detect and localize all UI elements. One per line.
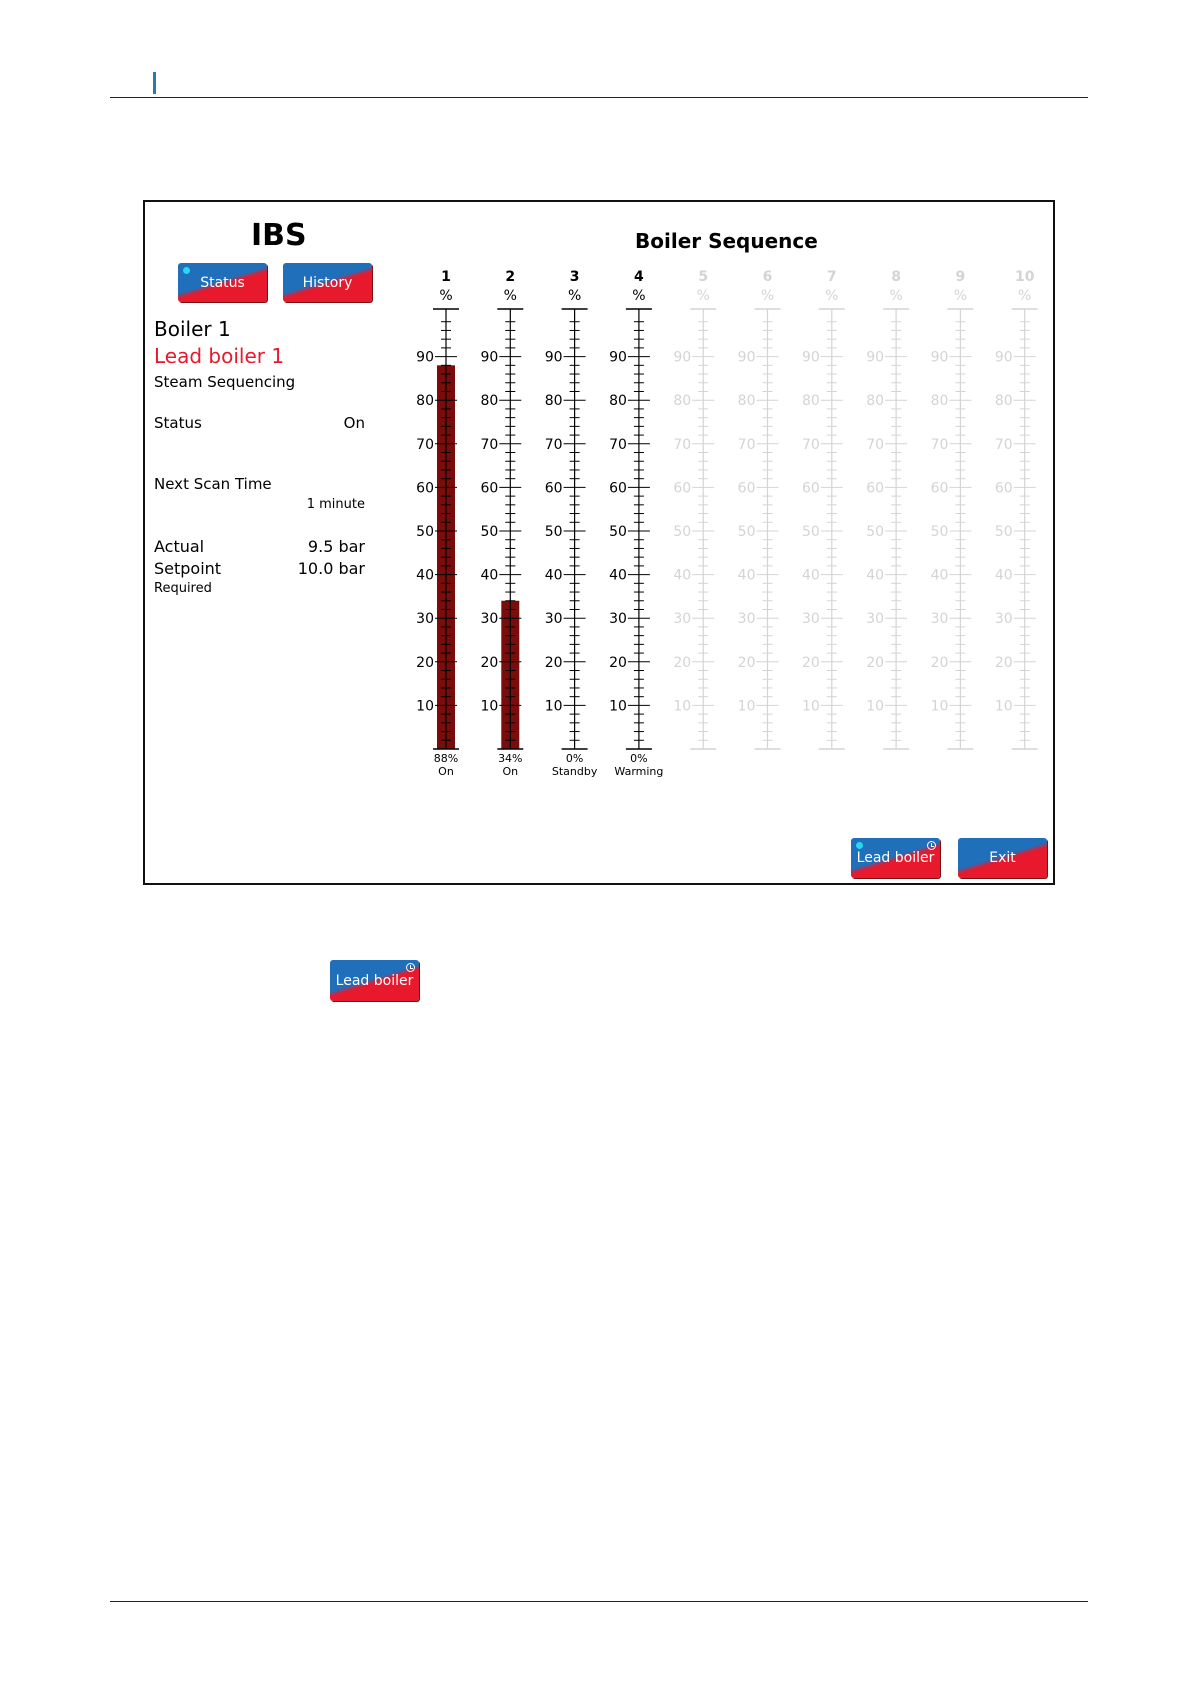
gauge-column-1 <box>433 309 459 749</box>
tick-label-10: 10 <box>544 698 563 715</box>
tick-label-20: 20 <box>480 654 499 671</box>
state-label-boiler-4: Warming <box>614 765 664 778</box>
tick-label-20: 20 <box>994 654 1013 671</box>
gauge-number-10: 10 <box>1014 269 1035 285</box>
gauge-number-5: 5 <box>698 269 709 285</box>
state-label-boiler-2: On <box>502 765 519 778</box>
tick-label-50: 50 <box>801 524 820 540</box>
lead-boiler-button[interactable] <box>851 838 940 878</box>
tick-label-90: 90 <box>673 349 692 366</box>
tick-label-80: 80 <box>866 393 885 410</box>
tick-label-80: 80 <box>609 393 627 410</box>
tick-label-80: 80 <box>994 393 1013 410</box>
status-button-label: Status <box>200 274 245 291</box>
tick-label-30: 30 <box>609 611 627 628</box>
tick-label-30: 30 <box>994 611 1013 628</box>
lead-boiler-label: Lead boiler 1 <box>154 344 285 368</box>
tick-label-90: 90 <box>609 349 627 366</box>
gauge-unit-9: % <box>953 288 968 304</box>
gauge-column-8 <box>883 309 909 749</box>
gauge-unit-10: % <box>1018 288 1032 304</box>
tick-label-70: 70 <box>673 436 692 453</box>
tick-label-20: 20 <box>866 654 885 671</box>
actual-value: 9.5 bar <box>307 537 365 556</box>
tick-label-20: 20 <box>609 654 627 671</box>
tick-label-10: 10 <box>930 698 949 715</box>
tick-label-90: 90 <box>994 349 1013 366</box>
setpoint-value: 10.0 bar <box>297 559 365 578</box>
tick-label-20: 20 <box>416 654 434 671</box>
gauge-number-2: 2 <box>505 269 516 285</box>
gauge-column-4 <box>626 309 652 749</box>
exit-button[interactable] <box>958 838 1047 878</box>
tick-label-10: 10 <box>673 698 692 715</box>
gauge-unit-6: % <box>760 288 775 304</box>
history-button-label: History <box>302 274 353 291</box>
tick-label-30: 30 <box>801 611 820 628</box>
tick-label-90: 90 <box>930 349 949 366</box>
gauge-column-2 <box>497 309 523 749</box>
tick-label-20: 20 <box>801 654 820 671</box>
tick-label-60: 60 <box>994 480 1013 497</box>
gauge-unit-5: % <box>696 288 710 304</box>
status-label: Status <box>154 414 202 432</box>
tick-label-40: 40 <box>609 567 627 584</box>
lead-indicator-icon <box>856 842 863 849</box>
gauge-column-3 <box>562 309 588 749</box>
required-label: Required <box>154 581 212 596</box>
tick-label-50: 50 <box>737 524 756 540</box>
screen-title: IBS <box>251 218 307 253</box>
footer-rule <box>110 1601 1088 1602</box>
tick-label-90: 90 <box>416 349 434 366</box>
tick-label-70: 70 <box>609 436 627 453</box>
gauge-unit-1: % <box>439 288 453 304</box>
gauge-column-5 <box>690 309 716 749</box>
tick-label-90: 90 <box>801 349 820 366</box>
tick-label-70: 70 <box>994 436 1013 453</box>
tick-label-40: 40 <box>544 567 563 584</box>
tick-label-20: 20 <box>930 654 949 671</box>
tick-label-90: 90 <box>480 349 499 366</box>
mode-label: Steam Sequencing <box>154 373 296 391</box>
tick-label-20: 20 <box>544 654 563 671</box>
gauge-unit-8: % <box>889 288 903 304</box>
tick-label-80: 80 <box>416 393 434 410</box>
state-label-boiler-3: Standby <box>551 765 598 778</box>
tick-label-10: 10 <box>866 698 885 715</box>
tick-label-80: 80 <box>544 393 563 410</box>
gauge-number-9: 9 <box>955 269 966 285</box>
tick-label-10: 10 <box>480 698 499 715</box>
tick-label-60: 60 <box>416 480 434 497</box>
tick-label-30: 30 <box>737 611 756 628</box>
tick-label-50: 50 <box>416 524 434 540</box>
gauge-column-6 <box>755 309 781 749</box>
actual-label: Actual <box>154 537 205 556</box>
next-scan-label: Next Scan Time <box>154 475 272 493</box>
sequence-title: Boiler Sequence <box>635 229 818 253</box>
tick-label-40: 40 <box>737 567 756 584</box>
gauge-unit-7: % <box>825 288 839 304</box>
clock-icon <box>406 963 415 972</box>
state-label-boiler-1: On <box>438 765 454 778</box>
boiler-name: Boiler 1 <box>154 317 231 341</box>
value-label-boiler-1: 88% <box>433 752 459 762</box>
tick-label-50: 50 <box>930 524 949 540</box>
tick-label-70: 70 <box>930 436 949 453</box>
tick-label-50: 50 <box>866 524 885 540</box>
gauge-number-6: 6 <box>762 269 773 285</box>
tick-label-50: 50 <box>994 524 1013 540</box>
tick-label-30: 30 <box>544 611 563 628</box>
tick-label-10: 10 <box>994 698 1013 715</box>
tick-label-80: 80 <box>480 393 499 410</box>
tick-label-80: 80 <box>930 393 949 410</box>
gauge-column-7 <box>819 309 845 749</box>
tick-label-30: 30 <box>866 611 885 628</box>
tick-label-80: 80 <box>673 393 692 410</box>
tick-label-20: 20 <box>673 654 692 671</box>
tick-label-60: 60 <box>801 480 820 497</box>
value-label-boiler-3: 0% <box>565 752 584 762</box>
gauge-unit-3: % <box>567 288 582 304</box>
tick-label-90: 90 <box>737 349 756 366</box>
tick-label-80: 80 <box>801 393 820 410</box>
tick-label-70: 70 <box>801 436 820 453</box>
tick-label-90: 90 <box>866 349 885 366</box>
gauge-number-8: 8 <box>891 269 901 285</box>
tick-label-70: 70 <box>544 436 563 453</box>
tick-label-90: 90 <box>544 349 563 366</box>
tick-label-10: 10 <box>416 698 434 715</box>
boiler-sequence-chart <box>145 202 1053 762</box>
tick-label-50: 50 <box>480 524 499 540</box>
tick-label-70: 70 <box>480 436 499 453</box>
value-label-boiler-4: 0% <box>630 752 648 762</box>
tick-label-30: 30 <box>416 611 434 628</box>
tick-label-60: 60 <box>737 480 756 497</box>
gauge-number-4: 4 <box>634 269 644 285</box>
tick-label-40: 40 <box>801 567 820 584</box>
tick-label-40: 40 <box>866 567 885 584</box>
tick-label-30: 30 <box>930 611 949 628</box>
tick-label-30: 30 <box>480 611 499 628</box>
tick-label-70: 70 <box>737 436 756 453</box>
tick-label-70: 70 <box>416 436 434 453</box>
tick-label-50: 50 <box>544 524 563 540</box>
tick-label-10: 10 <box>801 698 820 715</box>
page-marker <box>153 72 156 94</box>
tick-label-10: 10 <box>737 698 756 715</box>
tick-label-40: 40 <box>416 567 434 584</box>
gauge-number-7: 7 <box>826 269 837 285</box>
tick-label-50: 50 <box>673 524 692 540</box>
tick-label-40: 40 <box>994 567 1013 584</box>
tick-label-80: 80 <box>737 393 756 410</box>
tick-label-60: 60 <box>866 480 885 497</box>
clock-icon <box>927 841 936 850</box>
lead-boiler-button-example[interactable] <box>330 960 419 1001</box>
tick-label-40: 40 <box>930 567 949 584</box>
tick-label-40: 40 <box>673 567 692 584</box>
next-scan-value: 1 minute <box>306 497 365 512</box>
gauge-column-9 <box>947 309 973 749</box>
tick-label-60: 60 <box>480 480 499 497</box>
status-value: On <box>343 414 365 432</box>
gauge-number-1: 1 <box>441 269 451 285</box>
tick-label-50: 50 <box>609 524 627 540</box>
tick-label-10: 10 <box>609 698 627 715</box>
header-rule <box>110 97 1088 98</box>
gauge-number-3: 3 <box>569 269 580 285</box>
lead-boiler-button-label: Lead boiler <box>856 850 935 866</box>
tick-label-60: 60 <box>930 480 949 497</box>
tick-label-40: 40 <box>480 567 499 584</box>
tick-label-70: 70 <box>866 436 885 453</box>
tick-label-60: 60 <box>673 480 692 497</box>
lead-boiler-example-label: Lead boiler <box>335 972 414 989</box>
tick-label-60: 60 <box>544 480 563 497</box>
tick-label-20: 20 <box>737 654 756 671</box>
tick-label-60: 60 <box>609 480 627 497</box>
gauge-unit-2: % <box>503 288 517 304</box>
tick-label-30: 30 <box>673 611 692 628</box>
exit-button-label: Exit <box>989 850 1016 866</box>
gauge-unit-4: % <box>632 288 646 304</box>
gauge-column-10 <box>1012 309 1038 749</box>
value-label-boiler-2: 34% <box>498 752 523 762</box>
setpoint-label: Setpoint <box>154 559 222 578</box>
ibs-screen <box>143 200 1055 885</box>
